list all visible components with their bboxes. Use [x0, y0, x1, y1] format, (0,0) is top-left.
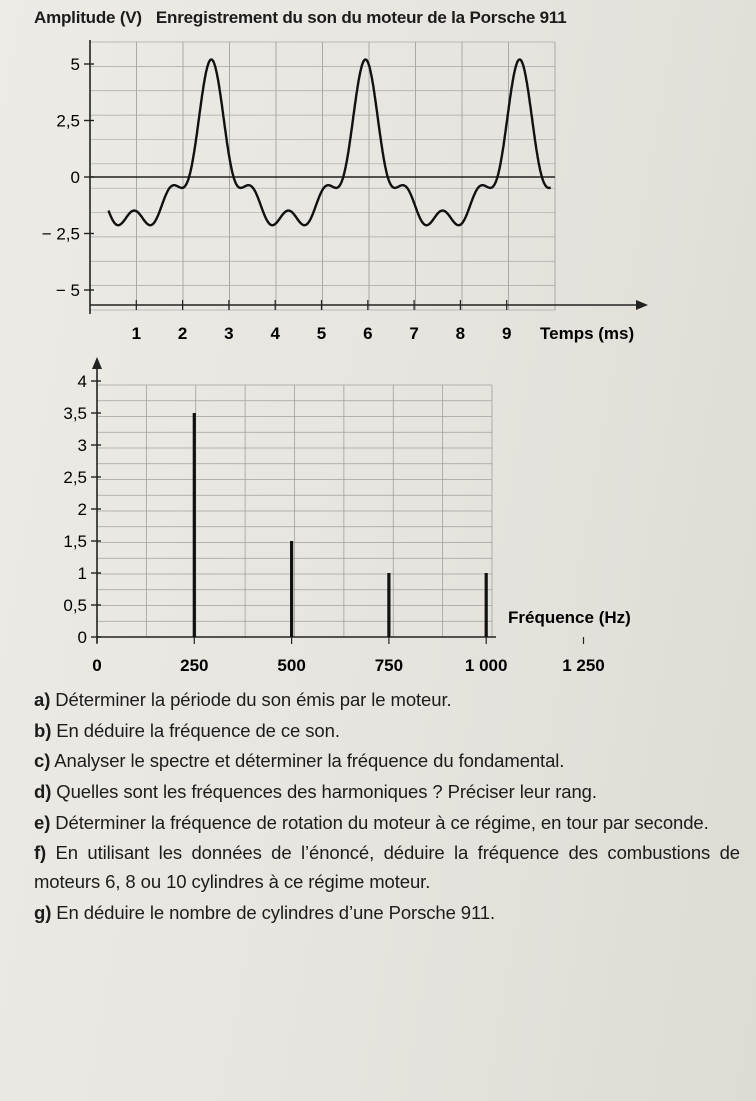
- x-tick-label: 5: [316, 324, 327, 343]
- question-item: [34, 899, 740, 928]
- question-letter: f): [34, 842, 47, 864]
- y-tick-label: 2,5: [56, 111, 80, 131]
- x-tick-label: 1 250: [562, 656, 605, 675]
- y-tick-label: 1: [77, 564, 87, 583]
- x-tick-label: 8: [455, 324, 466, 343]
- x-tick-label: 750: [374, 656, 404, 675]
- x-tick-label: 1 000: [464, 656, 508, 675]
- x-axis-label: Fréquence (Hz): [508, 608, 631, 627]
- question-letter: e): [34, 811, 51, 833]
- question-text: En utilisant les données de l’énoncé, déduire la fréquence des combustions de moteurs 6, 8 ou 10 cylindres à ce régime moteur.: [34, 842, 740, 893]
- question-text: En déduire le nombre de cylindres d’une Porsche 911.: [51, 901, 496, 923]
- y-tick-label: − 5: [55, 281, 80, 300]
- x-tick-label: 1: [131, 324, 142, 343]
- waveform-chart: [0, 0, 756, 350]
- y-tick-label: 2,5: [63, 468, 87, 487]
- question-item: [34, 717, 740, 746]
- question-item: [34, 747, 740, 776]
- x-axis-arrow: [636, 300, 648, 310]
- question-list: [34, 686, 740, 929]
- x-tick-label: 7: [409, 324, 419, 343]
- question-letter: d): [34, 781, 52, 803]
- y-tick-label: 4: [77, 372, 87, 391]
- signal-line: [109, 60, 551, 226]
- question-item: [34, 686, 740, 715]
- question-text: En déduire la fréquence de ce son.: [51, 719, 340, 741]
- y-tick-label: 3: [77, 436, 87, 455]
- waveform-ylabel: Amplitude (V): [34, 8, 142, 27]
- question-letter: g): [34, 901, 52, 923]
- x-tick-label: 4: [270, 324, 280, 343]
- y-tick-label: 0: [77, 628, 87, 647]
- y-tick-label: 3,5: [63, 404, 87, 423]
- y-tick-label: 1,5: [63, 532, 87, 551]
- question-letter: b): [34, 719, 52, 741]
- x-tick-label: 500: [277, 656, 306, 675]
- x-tick-label: 9: [501, 324, 512, 343]
- y-tick-label: − 2,5: [41, 224, 80, 244]
- waveform-caption: Enregistrement du son du moteur de la Porsche 911: [155, 8, 567, 27]
- question-text: Déterminer la période du son émis par le moteur.: [50, 689, 452, 710]
- y-tick-label: 5: [70, 55, 80, 74]
- question-letter: c): [34, 750, 51, 772]
- x-axis-label: Temps (ms): [540, 324, 635, 343]
- x-tick-label: 3: [224, 324, 234, 343]
- question-letter: a): [34, 689, 51, 710]
- x-tick-label: 2: [177, 324, 188, 343]
- question-item: [34, 839, 740, 896]
- question-text: Analyser le spectre et déterminer la fréquence du fondamental.: [50, 750, 565, 772]
- question-item: [34, 778, 740, 807]
- x-tick-label: 250: [180, 656, 209, 675]
- y-tick-label: 0,5: [63, 596, 87, 615]
- x-tick-label: 6: [363, 324, 373, 343]
- spectrum-chart: [0, 355, 756, 685]
- question-text: Quelles sont les fréquences des harmoniques ? Préciser leur rang.: [51, 781, 597, 803]
- x-tick-label: 0: [92, 656, 102, 675]
- question-text: Déterminer la fréquence de rotation du moteur à ce régime, en tour par seconde.: [50, 811, 709, 833]
- y-tick-label: 2: [77, 500, 87, 519]
- y-axis-arrow: [92, 357, 102, 369]
- y-tick-label: 0: [70, 168, 80, 187]
- question-item: [34, 809, 740, 838]
